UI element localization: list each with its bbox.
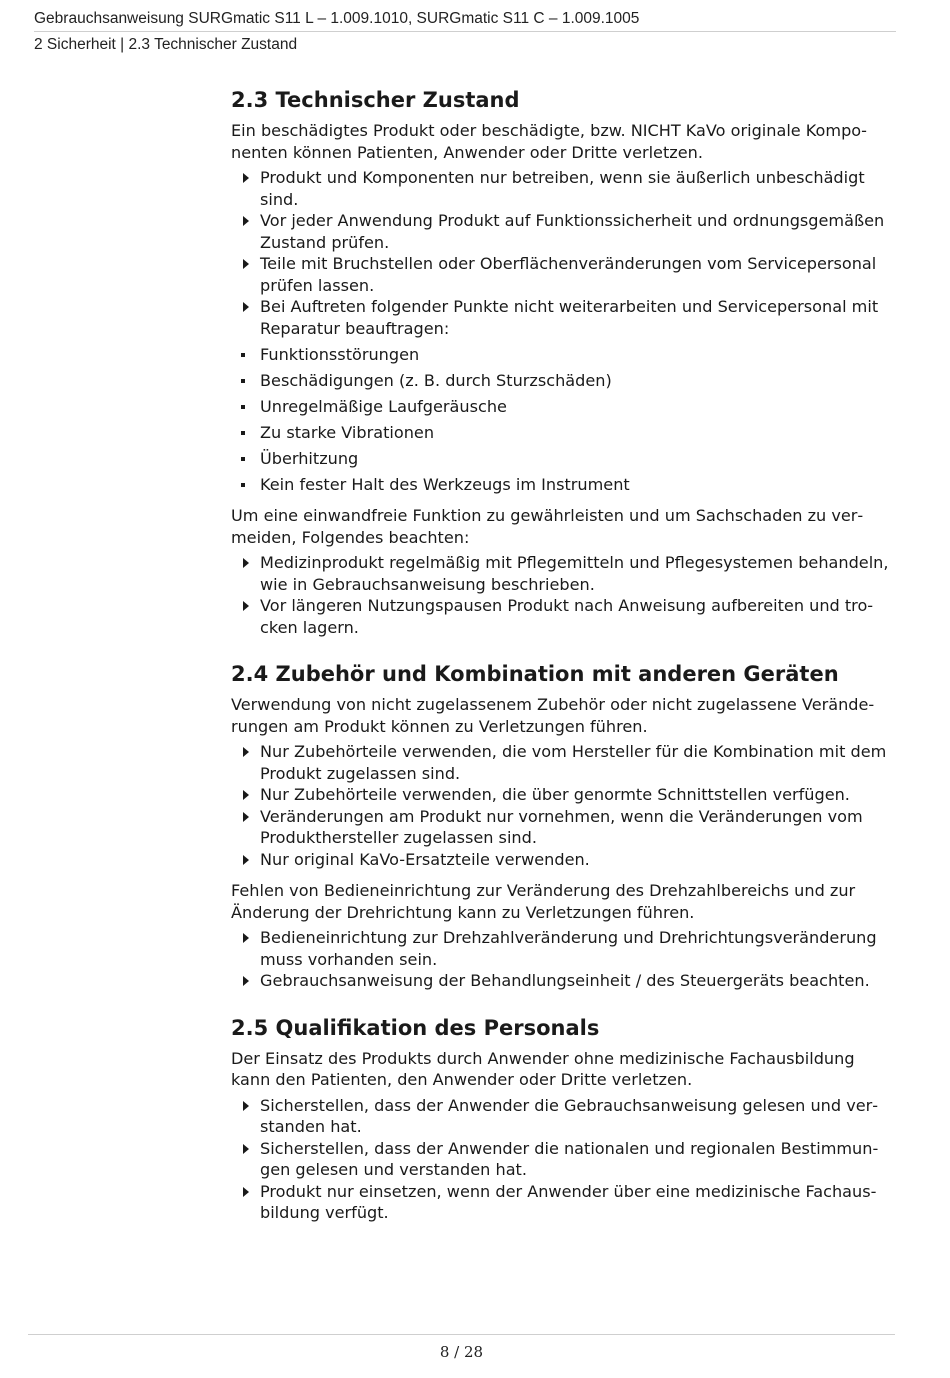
square-bullet-icon: [241, 405, 245, 409]
triangle-bullet-icon: [243, 259, 249, 269]
footer-divider: [28, 1334, 895, 1335]
triangle-bullet-icon: [243, 1144, 249, 1154]
header-divider: [34, 31, 896, 32]
triangle-bullet-icon: [243, 933, 249, 943]
section-heading-2-3: 2.3 Technischer Zustand: [231, 88, 520, 112]
list-item: Überhitzung: [231, 448, 895, 470]
section-2-3-paragraph: Um eine einwandfreie Funktion zu gewährleisten und um Sachschaden zu vermeiden, Folgendes beachten:: [231, 506, 864, 547]
section-2-3-intro: Ein beschädigtes Produkt oder beschädigte, bzw. NICHT KaVo originale Komponenten können Patienten, Anwender oder Dritte verletzen.: [231, 121, 867, 162]
breadcrumb: 2 Sicherheit | 2.3 Technischer Zustand: [34, 36, 298, 53]
square-bullet-icon: [241, 483, 245, 487]
section-2-5-intro: Der Einsatz des Produkts durch Anwender ohne medizinische Fachausbildung kann den Patienten, den Anwender oder Dritte verletzen.: [231, 1048, 855, 1089]
action-item: Nur Zubehörteile verwenden, die vom Hersteller für die Kombination mit dem Produkt zugelassen sind.: [231, 741, 895, 784]
section-2-5-actions: [231, 1095, 895, 1224]
section-2-3-care-actions: [231, 552, 895, 638]
square-bullet-icon: [241, 353, 245, 357]
triangle-bullet-icon: [243, 855, 249, 865]
triangle-bullet-icon: [243, 1101, 249, 1111]
square-bullet-icon: [241, 379, 245, 383]
section-heading-2-4: 2.4 Zubehör und Kombination mit anderen Geräten: [231, 662, 839, 686]
action-item: Medizinprodukt regelmäßig mit Pflegemitteln und Pflegesystemen behandeln, wie in Gebrauchsanweisung beschrieben.: [231, 552, 895, 595]
page-header: [34, 8, 896, 56]
action-item: Produkt nur einsetzen, wenn der Anwender über eine medizinische Fachausbildung verfügt.: [231, 1181, 895, 1224]
list-item: Funktionsstörungen: [231, 344, 895, 366]
triangle-bullet-icon: [243, 216, 249, 226]
action-item: Nur original KaVo-Ersatzteile verwenden.: [231, 849, 895, 871]
square-bullet-icon: [241, 431, 245, 435]
page-footer: [28, 1334, 895, 1361]
section-2-4-control-actions: [231, 927, 895, 992]
triangle-bullet-icon: [243, 790, 249, 800]
square-bullet-icon: [241, 457, 245, 461]
triangle-bullet-icon: [243, 747, 249, 757]
triangle-bullet-icon: [243, 601, 249, 611]
action-item: Gebrauchsanweisung der Behandlungseinheit / des Steuergeräts beachten.: [231, 970, 895, 992]
section-2-4-actions: [231, 741, 895, 870]
list-item: Kein fester Halt des Werkzeugs im Instrument: [231, 474, 895, 496]
triangle-bullet-icon: [243, 812, 249, 822]
action-item: Vor jeder Anwendung Produkt auf Funktionssicherheit und ordnungsgemäßen Zustand prüfen.: [231, 210, 895, 253]
action-item: Sicherstellen, dass der Anwender die nationalen und regionalen Bestimmungen gelesen und verstanden hat.: [231, 1138, 895, 1181]
action-item: Bedieneinrichtung zur Drehzahlveränderung und Drehrichtungsveränderung muss vorhanden sein.: [231, 927, 895, 970]
action-item: Nur Zubehörteile verwenden, die über genormte Schnittstellen verfügen.: [231, 784, 895, 806]
action-item: Sicherstellen, dass der Anwender die Gebrauchsanweisung gelesen und verstanden hat.: [231, 1095, 895, 1138]
section-2-3-points: [231, 344, 895, 496]
main-content: [231, 86, 895, 1224]
list-item: Zu starke Vibrationen: [231, 422, 895, 444]
section-2-3-actions: [231, 167, 895, 339]
triangle-bullet-icon: [243, 173, 249, 183]
action-item: Teile mit Bruchstellen oder Oberflächenveränderungen vom Servicepersonal prüfen lassen.: [231, 253, 895, 296]
action-item: Produkt und Komponenten nur betreiben, wenn sie äußerlich unbeschädigt sind.: [231, 167, 895, 210]
page-number: 8 / 28: [439, 1343, 484, 1361]
triangle-bullet-icon: [243, 302, 249, 312]
action-item: Veränderungen am Produkt nur vornehmen, wenn die Veränderungen vom Produkthersteller zugelassen sind.: [231, 806, 895, 849]
section-heading-2-5: 2.5 Qualifikation des Personals: [231, 1015, 600, 1040]
section-2-4-intro: Verwendung von nicht zugelassenem Zubehör oder nicht zugelassene Veränderungen am Produkt können zu Verletzungen führen.: [231, 695, 875, 736]
section-2-4-paragraph: Fehlen von Bedieneinrichtung zur Veränderung des Drehzahlbereichs und zur Änderung der Drehrichtung kann zu Verletzungen führen.: [231, 881, 856, 922]
triangle-bullet-icon: [243, 1187, 249, 1197]
list-item: Unregelmäßige Laufgeräusche: [231, 396, 895, 418]
triangle-bullet-icon: [243, 976, 249, 986]
action-item: Bei Auftreten folgender Punkte nicht weiterarbeiten und Servicepersonal mit Reparatur beauftragen:: [231, 296, 895, 339]
action-item: Vor längeren Nutzungspausen Produkt nach Anweisung aufbereiten und trocken lagern.: [231, 595, 895, 638]
triangle-bullet-icon: [243, 558, 249, 568]
document-title: Gebrauchsanweisung SURGmatic S11 L – 1.009.1010, SURGmatic S11 C – 1.009.1005: [34, 10, 640, 27]
list-item: Beschädigungen (z. B. durch Sturzschäden): [231, 370, 895, 392]
